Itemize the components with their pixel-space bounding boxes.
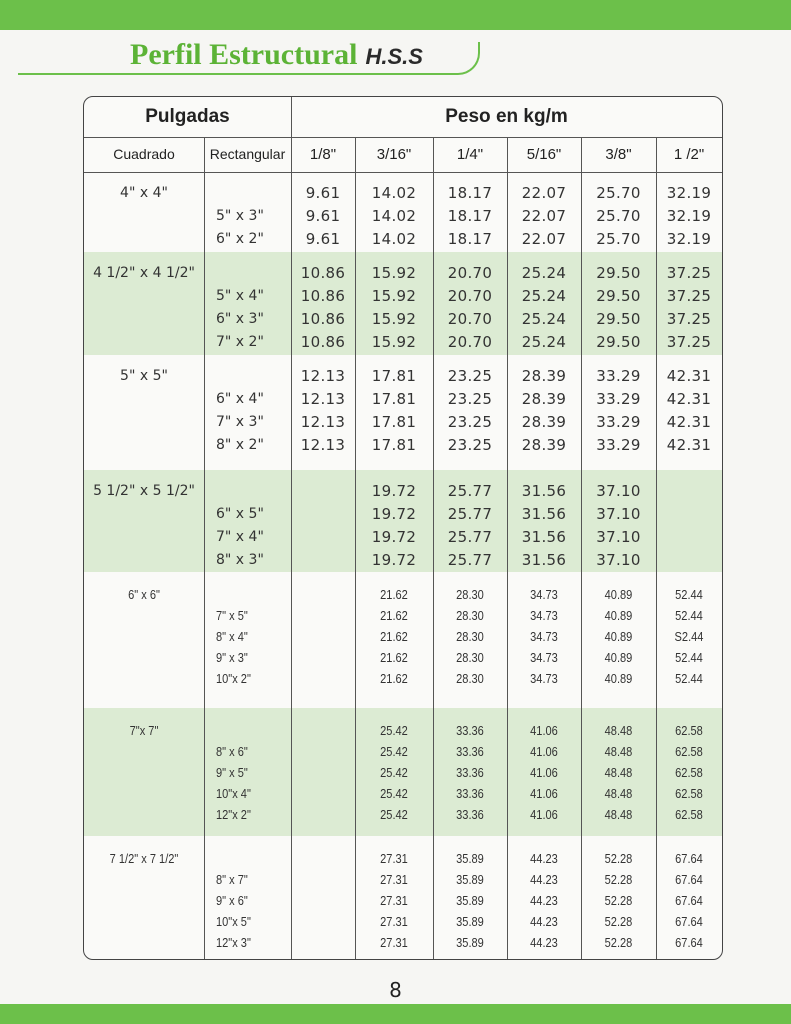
weight-value: 28.30 xyxy=(456,671,484,686)
rect-size: 6" x 4" xyxy=(216,391,264,407)
rect-size: 6" x 3" xyxy=(216,311,264,327)
rect-size: 10"x 4" xyxy=(216,786,251,801)
weight-value: 28.30 xyxy=(456,608,484,623)
weight-value: 10.86 xyxy=(300,287,346,305)
weight-value: 42.31 xyxy=(666,413,712,431)
weight-value: 48.48 xyxy=(604,765,633,780)
weight-value: 25.42 xyxy=(380,765,408,780)
weight-value: 52.44 xyxy=(675,608,703,623)
square-size: 7"x 7" xyxy=(129,723,159,738)
rect-size: 6" x 5" xyxy=(216,506,264,522)
weight-value: 41.06 xyxy=(530,786,558,801)
rect-size: 8" x 7" xyxy=(216,872,248,887)
rect-size: 10"x 2" xyxy=(216,671,251,686)
weight-value: 35.89 xyxy=(456,914,484,929)
weight-value: 29.50 xyxy=(596,287,641,305)
weight-value: S2.44 xyxy=(674,629,704,644)
weight-value: 25.24 xyxy=(521,264,567,282)
weight-value: 15.92 xyxy=(371,310,417,328)
weight-value: 32.19 xyxy=(666,184,712,202)
rect-size: 10"x 5" xyxy=(216,914,251,929)
weight-value: 17.81 xyxy=(371,436,417,454)
column-header: 1/4" xyxy=(456,146,484,163)
weight-value: 21.62 xyxy=(380,587,408,602)
weight-value: 20.70 xyxy=(447,333,493,351)
weight-value: 18.17 xyxy=(447,184,493,202)
rect-size: 9" x 3" xyxy=(216,650,248,665)
weight-value: 35.89 xyxy=(456,935,484,950)
weight-value: 62.58 xyxy=(675,723,703,738)
weight-value: 9.61 xyxy=(305,207,341,225)
weight-value: 12.13 xyxy=(300,367,346,385)
column-header: 1 /2" xyxy=(673,146,705,163)
rect-size: 7" x 4" xyxy=(216,529,264,545)
weight-value: 25.70 xyxy=(596,230,641,248)
weight-value: 22.07 xyxy=(521,184,567,202)
rect-size: 8" x 6" xyxy=(216,744,248,759)
square-size: 6" x 6" xyxy=(128,587,160,602)
column-header: Rectangular xyxy=(209,146,286,162)
weight-value: 52.28 xyxy=(604,872,633,887)
weight-value: 25.70 xyxy=(596,184,641,202)
weight-value: 23.25 xyxy=(447,413,493,431)
weight-value: 17.81 xyxy=(371,390,417,408)
weight-value: 32.19 xyxy=(666,207,712,225)
weight-value: 33.29 xyxy=(596,390,641,408)
weight-value: 31.56 xyxy=(521,505,567,523)
weight-value: 52.28 xyxy=(604,851,633,866)
weight-value: 41.06 xyxy=(530,723,558,738)
weight-value: 20.70 xyxy=(447,264,493,282)
weight-value: 14.02 xyxy=(371,184,417,202)
weight-value: 25.77 xyxy=(447,505,493,523)
square-size: 4 1/2" x 4 1/2" xyxy=(93,265,195,281)
weight-value: 67.64 xyxy=(675,914,703,929)
weight-value: 12.13 xyxy=(300,413,346,431)
weight-value: 21.62 xyxy=(380,650,408,665)
weight-value: 19.72 xyxy=(371,551,417,569)
weight-value: 25.42 xyxy=(380,723,408,738)
weight-value: 25.24 xyxy=(521,333,567,351)
weight-value: 28.39 xyxy=(521,413,567,431)
weight-value: 15.92 xyxy=(371,333,417,351)
rect-size: 7" x 3" xyxy=(216,414,264,430)
weight-value: 67.64 xyxy=(675,872,703,887)
weight-value: 33.29 xyxy=(596,367,641,385)
header-curve-decoration xyxy=(448,42,480,75)
weight-value: 41.06 xyxy=(530,744,558,759)
weight-value: 19.72 xyxy=(371,505,417,523)
rect-size: 12"x 2" xyxy=(216,807,251,822)
weight-value: 23.25 xyxy=(447,367,493,385)
weight-value: 17.81 xyxy=(371,413,417,431)
weight-value: 23.25 xyxy=(447,390,493,408)
weight-value: 27.31 xyxy=(380,872,408,887)
square-size: 5 1/2" x 5 1/2" xyxy=(93,483,195,499)
weight-value: 21.62 xyxy=(380,671,408,686)
rect-size: 7" x 2" xyxy=(216,334,264,350)
weight-value: 25.42 xyxy=(380,744,408,759)
weight-value: 25.77 xyxy=(447,528,493,546)
weight-value: 32.19 xyxy=(666,230,712,248)
weight-value: 62.58 xyxy=(675,765,703,780)
column-header: 3/8" xyxy=(605,146,632,163)
weight-value: 29.50 xyxy=(596,310,641,328)
weight-value: 33.36 xyxy=(456,765,484,780)
weight-value: 37.25 xyxy=(666,287,712,305)
rect-size: 9" x 6" xyxy=(216,893,248,908)
weight-value: 37.10 xyxy=(596,505,641,523)
weight-value: 67.64 xyxy=(675,893,703,908)
weight-value: 28.30 xyxy=(456,650,484,665)
weight-value: 52.44 xyxy=(675,671,703,686)
bottom-green-bar xyxy=(0,1004,791,1024)
weight-value: 48.48 xyxy=(604,723,633,738)
weight-value: 52.44 xyxy=(675,650,703,665)
header-underline xyxy=(18,73,458,75)
weight-value: 37.10 xyxy=(596,551,641,569)
title-sub: H.S.S xyxy=(365,44,423,69)
weight-value: 31.56 xyxy=(521,482,567,500)
weight-value: 9.61 xyxy=(305,184,341,202)
weight-value: 12.13 xyxy=(300,436,346,454)
weight-value: 10.86 xyxy=(300,333,346,351)
weight-value: 27.31 xyxy=(380,935,408,950)
weight-value: 29.50 xyxy=(596,333,641,351)
square-size: 7 1/2" x 7 1/2" xyxy=(109,851,179,866)
weight-value: 31.56 xyxy=(521,528,567,546)
rect-size: 8" x 2" xyxy=(216,437,264,453)
weight-value: 14.02 xyxy=(371,207,417,225)
peso-header: Peso en kg/m xyxy=(445,106,568,127)
weight-table xyxy=(83,96,723,960)
weight-value: 40.89 xyxy=(604,671,633,686)
weight-value: 33.29 xyxy=(596,436,641,454)
weight-value: 40.89 xyxy=(604,650,633,665)
weight-value: 33.36 xyxy=(456,744,484,759)
weight-value: 44.23 xyxy=(530,872,558,887)
weight-value: 62.58 xyxy=(675,807,703,822)
weight-value: 40.89 xyxy=(604,608,633,623)
weight-value: 40.89 xyxy=(604,587,633,602)
weight-value: 31.56 xyxy=(521,551,567,569)
pulgadas-header: Pulgadas xyxy=(145,106,230,127)
weight-value: 52.28 xyxy=(604,914,633,929)
weight-value: 62.58 xyxy=(675,786,703,801)
weight-value: 15.92 xyxy=(371,287,417,305)
weight-value: 10.86 xyxy=(300,310,346,328)
weight-value: 37.25 xyxy=(666,310,712,328)
weight-value: 52.28 xyxy=(604,935,633,950)
weight-value: 27.31 xyxy=(380,851,408,866)
weight-value: 19.72 xyxy=(371,528,417,546)
weight-value: 33.36 xyxy=(456,786,484,801)
table-rule xyxy=(84,172,722,173)
weight-value: 44.23 xyxy=(530,935,558,950)
rect-size: 8" x 4" xyxy=(216,629,248,644)
weight-value: 35.89 xyxy=(456,893,484,908)
weight-value: 28.30 xyxy=(456,587,484,602)
weight-value: 9.61 xyxy=(305,230,341,248)
weight-value: 37.10 xyxy=(596,482,641,500)
weight-value: 17.81 xyxy=(371,367,417,385)
weight-value: 48.48 xyxy=(604,786,633,801)
weight-value: 22.07 xyxy=(521,230,567,248)
weight-value: 18.17 xyxy=(447,207,493,225)
rect-size: 5" x 3" xyxy=(216,208,264,224)
rect-size: 5" x 4" xyxy=(216,288,264,304)
weight-value: 25.77 xyxy=(447,482,493,500)
weight-value: 10.86 xyxy=(300,264,346,282)
weight-value: 34.73 xyxy=(530,671,558,686)
weight-value: 28.39 xyxy=(521,367,567,385)
page-number: 8 xyxy=(389,978,402,1002)
weight-value: 44.23 xyxy=(530,851,558,866)
weight-value: 27.31 xyxy=(380,914,408,929)
weight-value: 25.42 xyxy=(380,807,408,822)
weight-value: 44.23 xyxy=(530,914,558,929)
weight-value: 15.92 xyxy=(371,264,417,282)
weight-value: 14.02 xyxy=(371,230,417,248)
weight-value: 28.30 xyxy=(456,629,484,644)
weight-value: 34.73 xyxy=(530,650,558,665)
weight-value: 20.70 xyxy=(447,287,493,305)
column-header: 5/16" xyxy=(526,146,562,163)
weight-value: 25.77 xyxy=(447,551,493,569)
weight-value: 25.24 xyxy=(521,287,567,305)
weight-value: 40.89 xyxy=(604,629,633,644)
square-size: 4" x 4" xyxy=(120,185,168,201)
weight-value: 33.29 xyxy=(596,413,641,431)
weight-value: 33.36 xyxy=(456,807,484,822)
weight-value: 44.23 xyxy=(530,893,558,908)
weight-value: 42.31 xyxy=(666,367,712,385)
weight-value: 29.50 xyxy=(596,264,641,282)
rect-size: 7" x 5" xyxy=(216,608,248,623)
weight-value: 18.17 xyxy=(447,230,493,248)
column-header: 3/16" xyxy=(376,146,412,163)
weight-value: 22.07 xyxy=(521,207,567,225)
weight-value: 12.13 xyxy=(300,390,346,408)
title-main: Perfil Estructural xyxy=(130,38,358,71)
weight-value: 67.64 xyxy=(675,851,703,866)
weight-value: 37.10 xyxy=(596,528,641,546)
weight-value: 48.48 xyxy=(604,744,633,759)
weight-value: 35.89 xyxy=(456,851,484,866)
weight-value: 52.44 xyxy=(675,587,703,602)
weight-value: 37.25 xyxy=(666,264,712,282)
weight-value: 48.48 xyxy=(604,807,633,822)
rect-size: 8" x 3" xyxy=(216,552,264,568)
weight-value: 28.39 xyxy=(521,436,567,454)
weight-value: 67.64 xyxy=(675,935,703,950)
weight-value: 20.70 xyxy=(447,310,493,328)
top-green-bar xyxy=(0,0,791,30)
weight-value: 33.36 xyxy=(456,723,484,738)
rect-size: 9" x 5" xyxy=(216,765,248,780)
weight-value: 34.73 xyxy=(530,587,558,602)
weight-value: 41.06 xyxy=(530,807,558,822)
weight-value: 25.24 xyxy=(521,310,567,328)
column-header: Cuadrado xyxy=(113,146,175,162)
weight-value: 28.39 xyxy=(521,390,567,408)
weight-value: 25.42 xyxy=(380,786,408,801)
weight-value: 27.31 xyxy=(380,893,408,908)
weight-value: 42.31 xyxy=(666,436,712,454)
weight-value: 25.70 xyxy=(596,207,641,225)
column-divider xyxy=(656,137,657,959)
page-title xyxy=(130,38,423,72)
weight-value: 52.28 xyxy=(604,893,633,908)
rect-size: 6" x 2" xyxy=(216,231,264,247)
weight-value: 37.25 xyxy=(666,333,712,351)
weight-value: 23.25 xyxy=(447,436,493,454)
rect-size: 12"x 3" xyxy=(216,935,251,950)
column-header: 1/8" xyxy=(309,146,337,163)
weight-value: 21.62 xyxy=(380,608,408,623)
weight-value: 41.06 xyxy=(530,765,558,780)
weight-value: 34.73 xyxy=(530,629,558,644)
weight-value: 21.62 xyxy=(380,629,408,644)
weight-value: 19.72 xyxy=(371,482,417,500)
weight-value: 35.89 xyxy=(456,872,484,887)
weight-value: 62.58 xyxy=(675,744,703,759)
weight-value: 34.73 xyxy=(530,608,558,623)
page-header xyxy=(18,36,478,76)
column-divider xyxy=(204,137,205,959)
weight-value: 42.31 xyxy=(666,390,712,408)
square-size: 5" x 5" xyxy=(120,368,168,384)
